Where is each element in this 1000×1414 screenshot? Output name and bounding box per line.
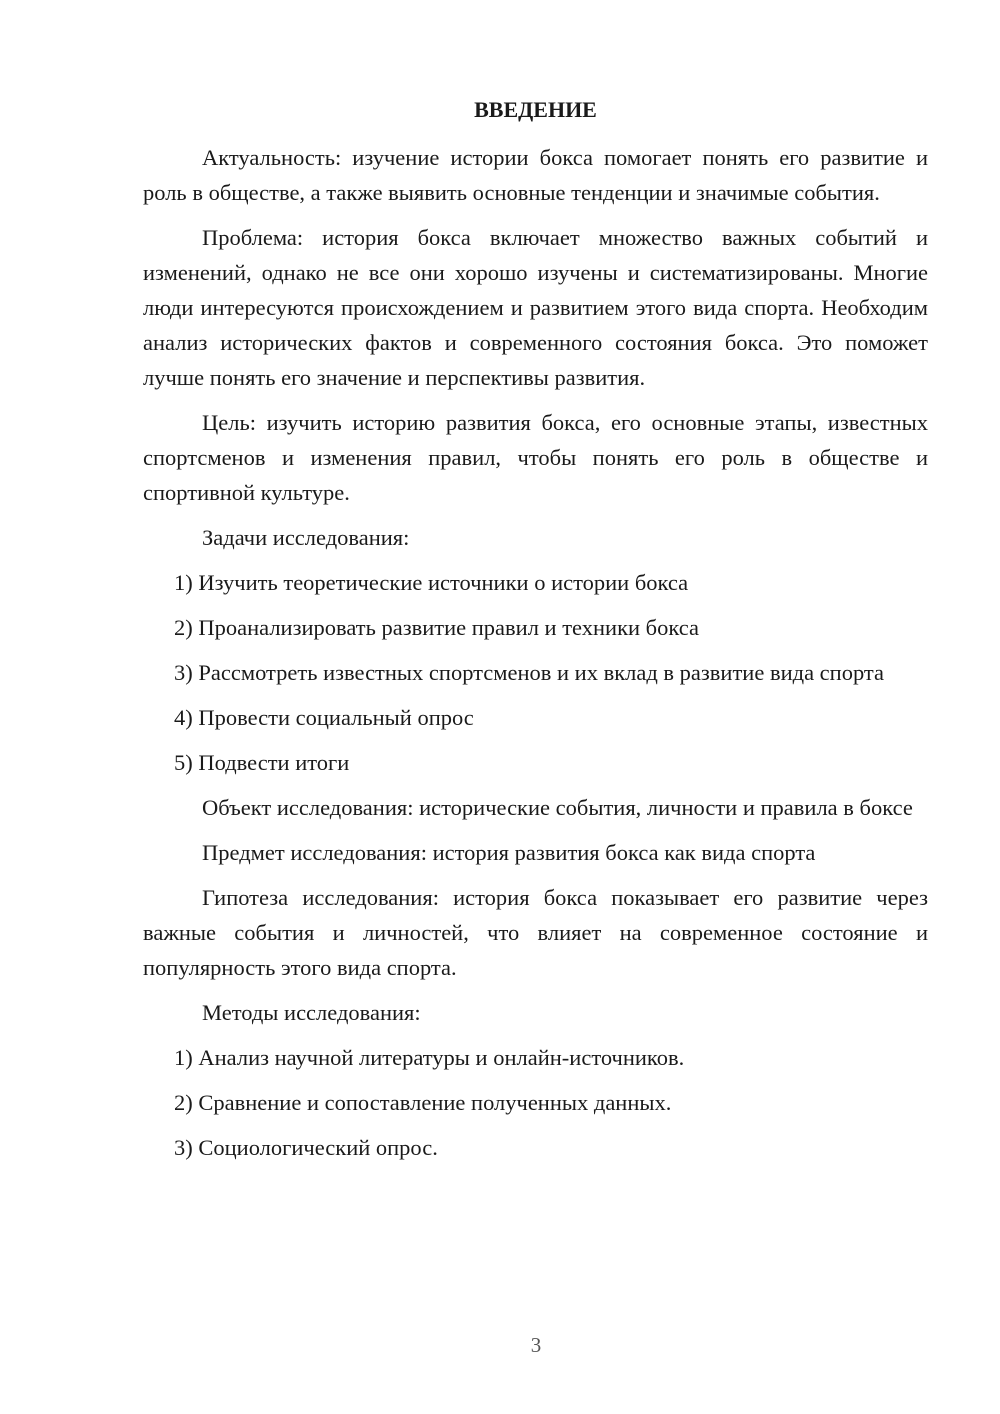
paragraph-hypothesis: Гипотеза исследования: история бокса показывает его развитие через важные события и личностей, что влияет на современное состояние и популярность этого вида спорта.	[143, 885, 928, 980]
paragraph-relevance: Актуальность: изучение истории бокса помогает понять его развитие и роль в обществе, а также выявить основные тенденции и значимые события.	[143, 145, 928, 205]
paragraph-problem: Проблема: история бокса включает множество важных событий и изменений, однако не все они хорошо изучены и систематизированы. Многие люди интересуются происхождением и развитием этого вида спорта. Необходим анализ исторических фактов и современного состояния бокса. Это поможет лучше понять его значение и перспективы развития.	[143, 225, 928, 390]
page-number: 3	[530, 1333, 542, 1357]
paragraph-object: Объект исследования: исторические события, личности и правила в боксе	[202, 795, 913, 820]
paragraph-goal: Цель: изучить историю развития бокса, его основные этапы, известных спортсменов и изменения правил, чтобы понять его роль в обществе и спортивной культуре.	[143, 410, 928, 505]
section-title: ВВЕДЕНИЕ	[474, 97, 597, 122]
paragraph-subject: Предмет исследования: история развития бокса как вида спорта	[202, 840, 816, 865]
task-item: 1) Изучить теоретические источники о истории бокса	[174, 570, 689, 595]
task-item: 3) Рассмотреть известных спортсменов и их вклад в развитие вида спорта	[174, 660, 885, 685]
method-item: 3) Социологический опрос.	[174, 1135, 438, 1160]
task-item: 4) Провести социальный опрос	[174, 705, 474, 730]
paragraph-tasks-heading: Задачи исследования:	[202, 525, 410, 550]
task-item: 5) Подвести итоги	[174, 750, 350, 775]
method-item: 2) Сравнение и сопоставление полученных данных.	[174, 1090, 672, 1115]
page-content	[143, 95, 928, 1175]
task-item: 2) Проанализировать развитие правил и техники бокса	[174, 615, 699, 640]
paragraph-methods-heading: Методы исследования:	[202, 1000, 421, 1025]
method-item: 1) Анализ научной литературы и онлайн-источников.	[174, 1045, 685, 1070]
